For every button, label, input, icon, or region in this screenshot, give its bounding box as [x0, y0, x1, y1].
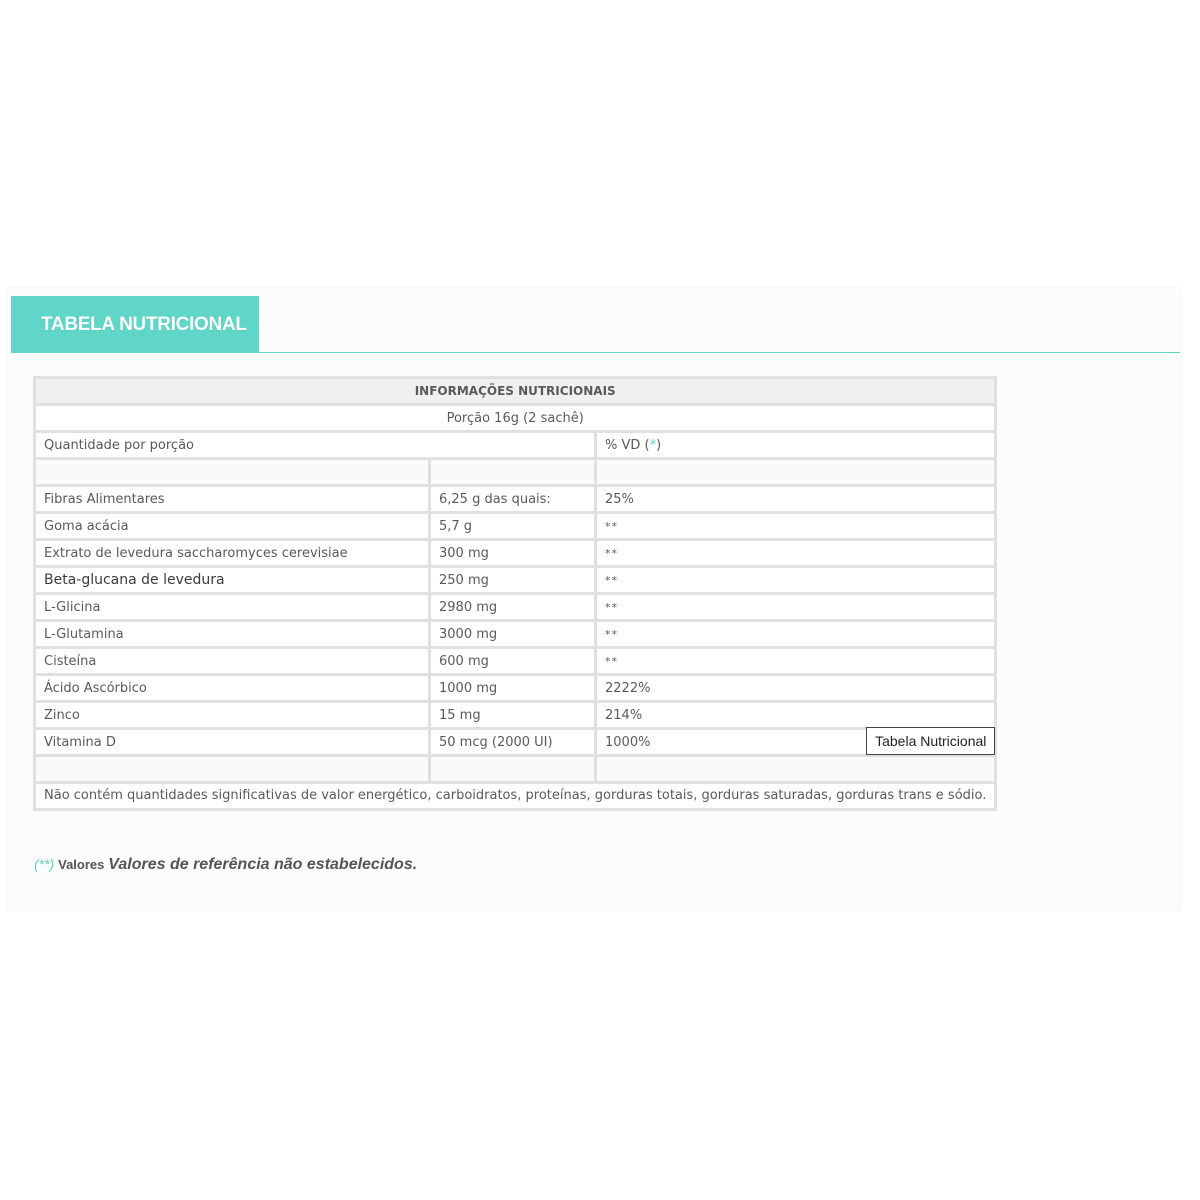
nutrient-name: Fibras Alimentares [35, 486, 430, 513]
nutrient-vd: ** [596, 540, 996, 567]
nutrient-name: Cisteína [35, 648, 430, 675]
nutrient-vd: ** [596, 513, 996, 540]
nutrient-amount: 300 mg [430, 540, 596, 567]
table-row [35, 648, 996, 675]
footnote [34, 856, 417, 874]
nutrient-amount: 6,25 g das quais: [430, 486, 596, 513]
qty-label: Quantidade por porção [35, 432, 596, 459]
tab-tabela-nutricional[interactable]: TABELA NUTRICIONAL [11, 296, 259, 353]
portion-label: Porção 16g (2 sachê) [35, 405, 996, 432]
nutrient-amount: 1000 mg [430, 675, 596, 702]
table-row [35, 702, 996, 729]
nutrient-name: Beta-glucana de levedura [35, 567, 430, 594]
nutrient-amount: 50 mcg (2000 UI) [430, 729, 596, 756]
nutrient-amount: 2980 mg [430, 594, 596, 621]
nutrient-name: L-Glutamina [35, 621, 430, 648]
table-row [35, 513, 996, 540]
table-row [35, 621, 996, 648]
table-row [35, 594, 996, 621]
nutrient-amount: 5,7 g [430, 513, 596, 540]
tooltip: Tabela Nutricional [866, 727, 995, 755]
nutrient-amount: 3000 mg [430, 621, 596, 648]
nutrient-amount: 15 mg [430, 702, 596, 729]
vd-label: % VD (*) [596, 432, 996, 459]
nutrient-vd: 2222% [596, 675, 996, 702]
footnote-mark: (**) [34, 856, 55, 872]
nutrition-table [33, 376, 997, 811]
nutrient-vd: 214% [596, 702, 996, 729]
nutrient-name: Zinco [35, 702, 430, 729]
table-row [35, 729, 996, 756]
nutrient-vd: 1000% Tabela Nutricional [596, 729, 996, 756]
nutrition-panel [8, 288, 1180, 910]
footnote-label: Valores [58, 857, 105, 872]
nutrient-name: Ácido Ascórbico [35, 675, 430, 702]
nutrient-name: L-Glicina [35, 594, 430, 621]
nutrient-vd: ** [596, 621, 996, 648]
table-row [35, 486, 996, 513]
table-row [35, 567, 996, 594]
footnote-text: Valores de referência não estabelecidos. [108, 856, 418, 873]
nutrient-amount: 600 mg [430, 648, 596, 675]
table-row [35, 675, 996, 702]
nutrient-name: Extrato de levedura saccharomyces cerevisiae [35, 540, 430, 567]
nutrient-amount: 250 mg [430, 567, 596, 594]
table-header: INFORMAÇÕES NUTRICIONAIS [35, 378, 996, 405]
nutrient-name: Vitamina D [35, 729, 430, 756]
nutrient-vd: ** [596, 567, 996, 594]
table-row [35, 540, 996, 567]
nutrient-vd: ** [596, 594, 996, 621]
table-note: Não contém quantidades significativas de valor energético, carboidratos, proteínas, gorduras totais, gorduras saturadas, gorduras trans e sódio. [35, 783, 996, 810]
nutrient-name: Goma acácia [35, 513, 430, 540]
nutrient-vd: 25% [596, 486, 996, 513]
nutrient-vd: ** [596, 648, 996, 675]
